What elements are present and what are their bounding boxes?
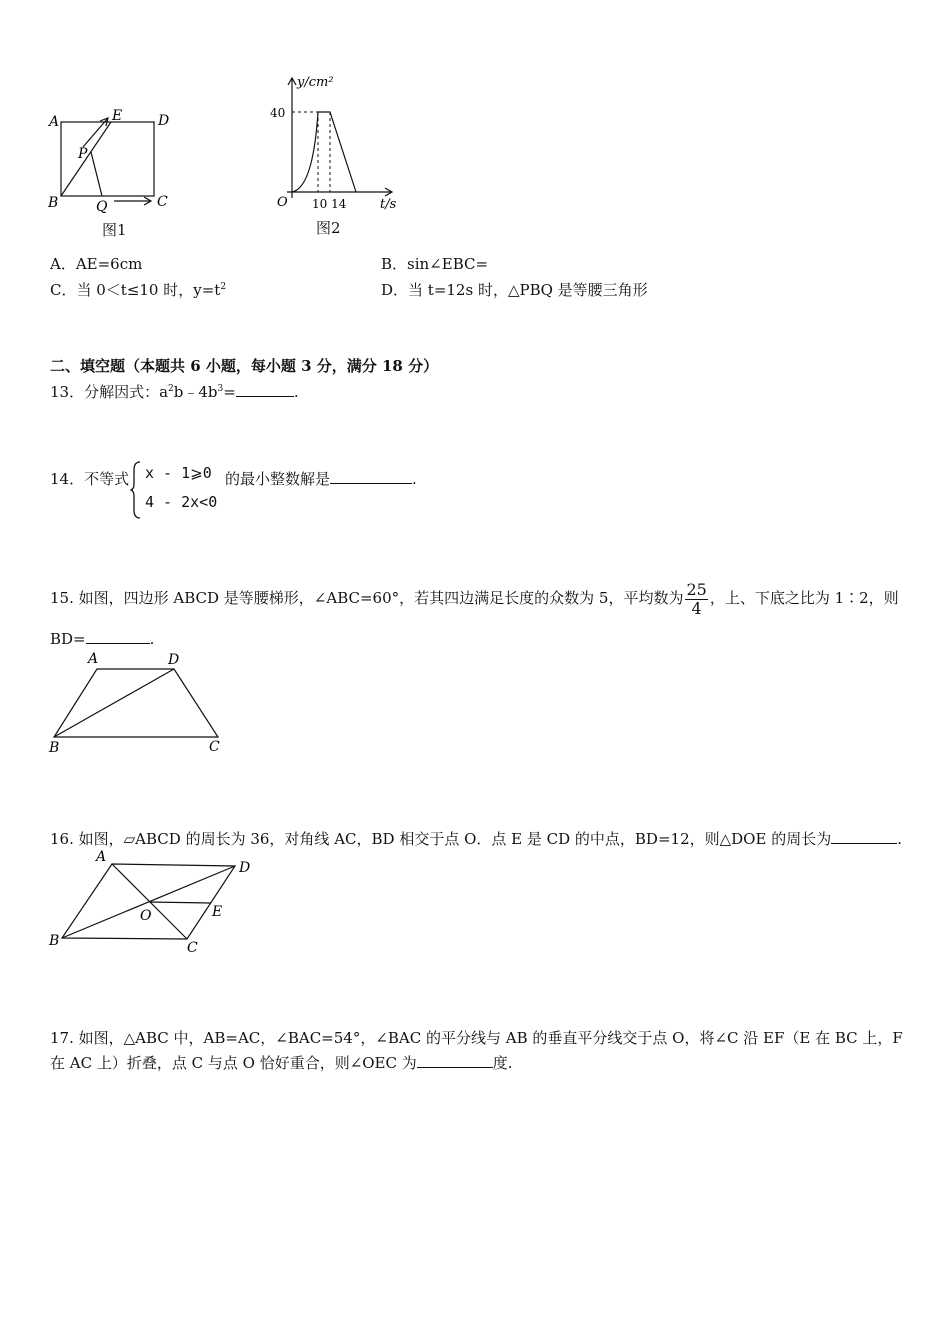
q14-inequality-2: 4 - 2x<0 — [145, 493, 218, 511]
q15-frac-den: 4 — [691, 598, 702, 618]
question-15-line-1 — [50, 580, 899, 618]
q15-label-a: A — [88, 651, 99, 667]
q13-end: . — [293, 383, 299, 401]
q15-end: . — [149, 630, 155, 648]
fig2-caption: 图2 — [316, 219, 341, 237]
q13-eq: = — [223, 383, 236, 401]
fig1-label-q: Q — [96, 199, 108, 215]
q15-text-a: 15. 如图，四边形 ABCD 是等腰梯形，∠ABC=60°，若其四边满足长度的众数为 5，平均数为 — [50, 589, 684, 607]
option-c-sup: 2 — [220, 282, 227, 292]
q13-answer-blank[interactable] — [236, 382, 294, 397]
figure-1 — [40, 100, 190, 215]
q15-label-d: D — [168, 652, 180, 668]
option-c — [50, 280, 226, 300]
q14-prefix: 14．不等式 — [50, 470, 130, 488]
q14-brace — [130, 460, 142, 520]
q13-prefix: 13．分解因式：a — [50, 383, 169, 401]
fig2-t-ticks: 10 14 — [312, 197, 347, 211]
q16-answer-blank[interactable] — [831, 829, 897, 844]
q14-suffix: 的最小整数解是 — [225, 470, 331, 488]
fig2-origin: O — [277, 195, 288, 210]
q15-label-b: B — [49, 740, 60, 756]
figure-2 — [265, 70, 405, 215]
q16-end: . — [897, 830, 902, 848]
q15-answer-blank[interactable] — [86, 629, 150, 644]
fig1-label-c: C — [157, 194, 168, 210]
q16-label-c: C — [187, 940, 198, 956]
fig1-label-b: B — [48, 195, 59, 211]
question-16 — [50, 829, 902, 849]
option-c-text: C．当 0＜t≤10 时，y=t — [50, 281, 221, 299]
fig1-label-a: A — [49, 114, 60, 130]
fig2-t-label: t/s — [380, 197, 397, 212]
section-2-heading: 二、填空题（本题共 6 小题，每小题 3 分，满分 18 分） — [50, 357, 439, 375]
question-17-line-1: 17. 如图，△ABC 中，AB=AC，∠BAC=54°，∠BAC 的平分线与 AB 的垂直平分线交于点 O，将∠C 沿 EF（E 在 BC 上，F — [50, 1029, 903, 1047]
fig1-label-e: E — [112, 108, 123, 124]
q14-answer-blank[interactable] — [330, 469, 412, 484]
q16-segment-oe — [149, 902, 211, 903]
q15-text-b: ，上、下底之比为 1∶2，则 — [709, 589, 899, 607]
fig1-label-d: D — [158, 113, 170, 129]
q15-bd: BD= — [50, 630, 86, 648]
fig2-y-tick-40: 40 — [270, 106, 286, 120]
q17-end: 度. — [492, 1054, 513, 1072]
question-13 — [50, 382, 299, 402]
q16-label-b: B — [49, 933, 60, 949]
q15-fraction — [685, 581, 707, 618]
question-17-line-2 — [50, 1053, 513, 1073]
q16-label-a: A — [96, 849, 107, 865]
q15-diagonal-bd — [54, 669, 174, 737]
q14-end: . — [412, 470, 417, 488]
q17-text: 在 AC 上）折叠，点 C 与点 O 恰好重合，则∠OEC 为 — [50, 1054, 417, 1072]
option-d: D．当 t=12s 时，△PBQ 是等腰三角形 — [381, 281, 648, 299]
q16-label-d: D — [239, 860, 251, 876]
q16-diagonal-bd — [62, 866, 235, 938]
q17-answer-blank[interactable] — [417, 1053, 493, 1068]
q15-label-c: C — [209, 739, 220, 755]
fig1-caption: 图1 — [102, 221, 127, 239]
fig1-line-pq — [91, 152, 102, 196]
q14-suffix-line — [225, 469, 417, 489]
q13-mid: b﹣4b — [173, 383, 218, 401]
q13-sup2: 3 — [217, 384, 224, 394]
q16-label-e: E — [212, 904, 223, 920]
fig1-label-p: P — [78, 146, 88, 162]
q15-trapezoid-figure — [42, 645, 232, 760]
q15-frac-num: 25 — [686, 579, 707, 599]
q13-sup1: 2 — [168, 384, 174, 394]
fig1-rectangle — [61, 122, 154, 196]
fig2-curve — [292, 112, 356, 192]
q16-parallelogram-figure — [42, 848, 262, 958]
q15-trapezoid — [54, 669, 218, 737]
option-a: A．AE=6cm — [50, 255, 143, 273]
fig2-y-label: y/cm² — [297, 75, 334, 90]
q16-label-o: O — [140, 908, 152, 924]
q14-inequality-1: x - 1⩾0 — [145, 464, 212, 482]
q16-text: 16. 如图，▱ABCD 的周长为 36，对角线 AC，BD 相交于点 O．点 E 是 CD 的中点，BD=12，则△DOE 的周长为 — [50, 830, 832, 848]
option-b: B．sin∠EBC= — [381, 255, 489, 273]
